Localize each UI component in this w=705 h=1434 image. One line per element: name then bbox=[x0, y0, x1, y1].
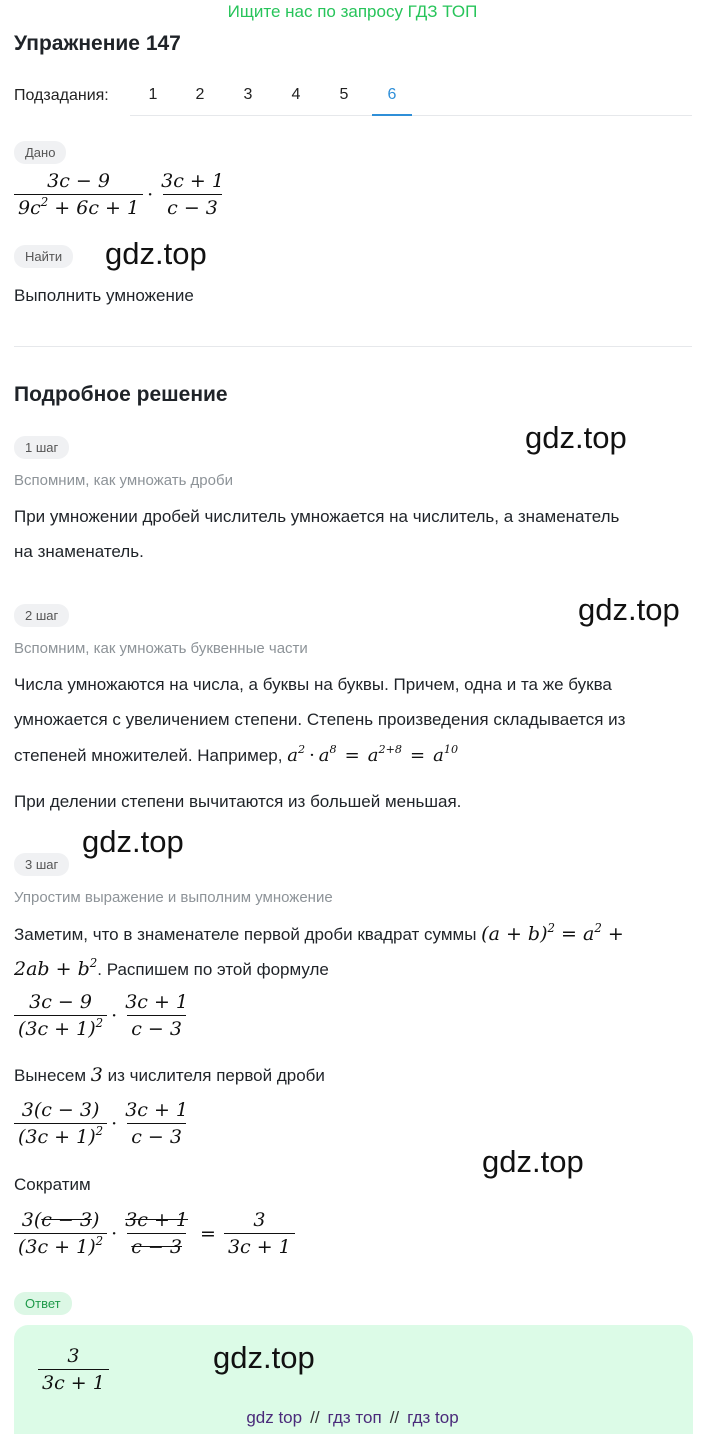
tab-subtask-2[interactable]: 2 bbox=[195, 86, 205, 103]
subtask-tabs bbox=[130, 76, 692, 116]
expression-2: $\frac{3(c - 3)}{(3c + 1)^2}$ · $\frac{3c + 1}{c - 3}$ bbox=[14, 1099, 192, 1148]
solution-title: Подробное решение bbox=[14, 383, 228, 406]
power-example: $a^2 \cdot a^8 = a^{2+8} = a^{10}$ bbox=[287, 743, 459, 766]
tab-subtask-5[interactable]: 5 bbox=[339, 86, 349, 103]
watermark: gdz.top bbox=[105, 236, 207, 271]
page-title: Упражнение 147 bbox=[14, 32, 181, 55]
given-frac1-denominator: $9c^2 + 6c + 1$ bbox=[14, 194, 143, 219]
step-3-chip: 3 шаг bbox=[14, 853, 69, 876]
given-frac2-denominator: c − 3 bbox=[163, 194, 222, 219]
step-1-hint: Вспомним, как умножать дроби bbox=[14, 472, 233, 489]
watermark: gdz.top bbox=[213, 1340, 315, 1375]
step-1-text-line-2: на знаменатель. bbox=[14, 542, 144, 561]
answer-chip: Ответ bbox=[14, 1292, 72, 1315]
watermark: gdz.top bbox=[82, 824, 184, 859]
footer-link-1[interactable]: gdz top bbox=[246, 1408, 303, 1427]
step-2-chip: 2 шаг bbox=[14, 604, 69, 627]
watermark: gdz.top bbox=[578, 592, 680, 627]
step-3-text-line-1: Заметим, что в знаменателе первой дроби квадрат суммы $(a + b)^2 = a^2$ + bbox=[14, 920, 624, 945]
given-frac1-numerator: 3c − 9 bbox=[47, 170, 110, 192]
step-1-chip: 1 шаг bbox=[14, 436, 69, 459]
find-text: Выполнить умножение bbox=[14, 286, 194, 305]
step-3-text-line-2: $2ab + b^2$. Распишем по этой формуле bbox=[14, 955, 329, 980]
answer-fraction: $\frac{3}{3c + 1}$ bbox=[38, 1345, 109, 1394]
expression-3: $\frac{3(c - 3)}{(3c + 1)^2}$ · $\frac{3c + 1}{c - 3}$ = $\frac{3}{3c + 1}$ bbox=[14, 1209, 295, 1258]
step-2-text-line-4: При делении степени вычитаются из большей меньшая. bbox=[14, 792, 462, 811]
footer-link-2[interactable]: гдз топ bbox=[327, 1408, 382, 1427]
tab-subtask-4[interactable]: 4 bbox=[291, 86, 301, 103]
step-3-hint: Упростим выражение и выполним умножение bbox=[14, 889, 333, 906]
given-frac2-numerator: 3c + 1 bbox=[161, 170, 224, 192]
footer-links: gdz top // гдз топ // гдз top bbox=[246, 1408, 459, 1427]
given-chip: Дано bbox=[14, 141, 66, 164]
subtasks-label: Подзадания: bbox=[14, 87, 109, 104]
tab-subtask-6[interactable]: 6 bbox=[372, 76, 412, 116]
top-banner: Ищите нас по запросу ГДЗ ТОП bbox=[227, 2, 478, 21]
step-1-text-line-1: При умножении дробей числитель умножается на числитель, а знаменатель bbox=[14, 507, 620, 526]
step-2-text-line-1: Числа умножаются на числа, а буквы на буквы. Причем, одна и та же буква bbox=[14, 675, 612, 694]
step-2-hint: Вспомним, как умножать буквенные части bbox=[14, 640, 308, 657]
factor-text: Вынесем 3 из числителя первой дроби bbox=[14, 1064, 325, 1086]
step-2-text-line-3: степеней множителей. Например, $a^2 \cdot a^8 = a^{2+8} = a^{10}$ bbox=[14, 743, 459, 766]
divider bbox=[14, 346, 692, 347]
tab-subtask-3[interactable]: 3 bbox=[243, 86, 253, 103]
tab-subtask-1[interactable]: 1 bbox=[148, 86, 158, 103]
watermark: gdz.top bbox=[482, 1144, 584, 1179]
watermark: gdz.top bbox=[525, 420, 627, 455]
expression-1: $\frac{3c - 9}{(3c + 1)^2}$ · $\frac{3c + 1}{c - 3}$ bbox=[14, 991, 192, 1040]
given-fraction-1 bbox=[14, 170, 143, 219]
step-2-text-line-2: умножается с увеличением степени. Степень произведения складывается из bbox=[14, 710, 626, 729]
find-chip: Найти bbox=[14, 245, 73, 268]
footer-link-3[interactable]: гдз top bbox=[407, 1408, 459, 1427]
given-fraction-2 bbox=[157, 170, 228, 219]
given-expression: $\frac{3c - 9}{9c^2 + 6c + 1}$ · $\frac{3c + 1}{c - 3}$ bbox=[14, 170, 228, 219]
cancel-text: Сократим bbox=[14, 1175, 91, 1194]
